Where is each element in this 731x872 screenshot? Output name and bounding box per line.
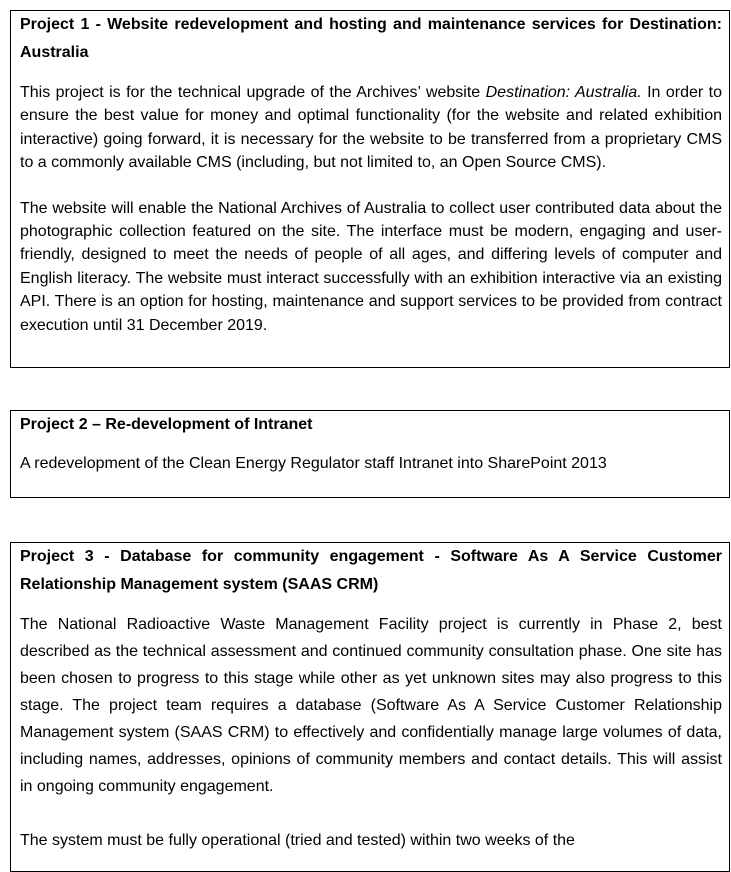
project-2-paragraph-1: A redevelopment of the Clean Energy Regulator staff Intranet into SharePoint 2013 <box>20 455 607 472</box>
project-2-title: Project 2 – Re-development of Intranet <box>20 416 313 433</box>
project-3-title: Project 3 - Database for community engagement - Software As A Service Customer Relationship Management system (SAAS CRM) <box>20 548 722 593</box>
project-1-box <box>10 10 730 368</box>
project-1-title: Project 1 - Website redevelopment and hosting and maintenance services for Destination: Australia <box>20 16 722 61</box>
project-1-paragraph-2: The website will enable the National Archives of Australia to collect user contributed data about the photographic collection featured on the site. The interface must be modern, engaging and user-friendly, designed to meet the needs of people of all ages, and differing levels of computer and English literacy. The website must interact successfully with an exhibition interactive via an existing API. There is an option for hosting, maintenance and support services to be provided from contract execution until 31 December 2019. <box>20 199 722 334</box>
project-2-box <box>10 410 730 498</box>
project-3-box <box>10 542 730 872</box>
project-3-paragraph-1: The National Radioactive Waste Management Facility project is currently in Phase 2, best described as the technical assessment and continued community consultation phase. One site has been chosen to progress to this stage while other as yet unknown sites may also progress to this stage. The project team requires a database (Software As A Service Customer Relationship Management system (SAAS CRM) to effectively and confidentially manage large volumes of data, including names, addresses, opinions of community members and contact details. This will assist in ongoing community engagement. <box>20 616 722 795</box>
project-1-paragraph-1 <box>20 81 722 175</box>
project-3-paragraph-2: The system must be fully operational (tried and tested) within two weeks of the <box>20 832 575 849</box>
project-1-website-name: Destination: Australia. <box>485 84 642 101</box>
project-1-paragraph-1-end: In order to ensure the best value for money and optimal functionality (for the website and related exhibition interactive) going forward, it is necessary for the website to be transferred from a proprietary CMS to a commonly available CMS (including, but not limited to, an Open Source CMS). <box>20 84 722 172</box>
project-1-paragraph-1-start: This project is for the technical upgrade of the Archives’ website <box>20 84 486 101</box>
